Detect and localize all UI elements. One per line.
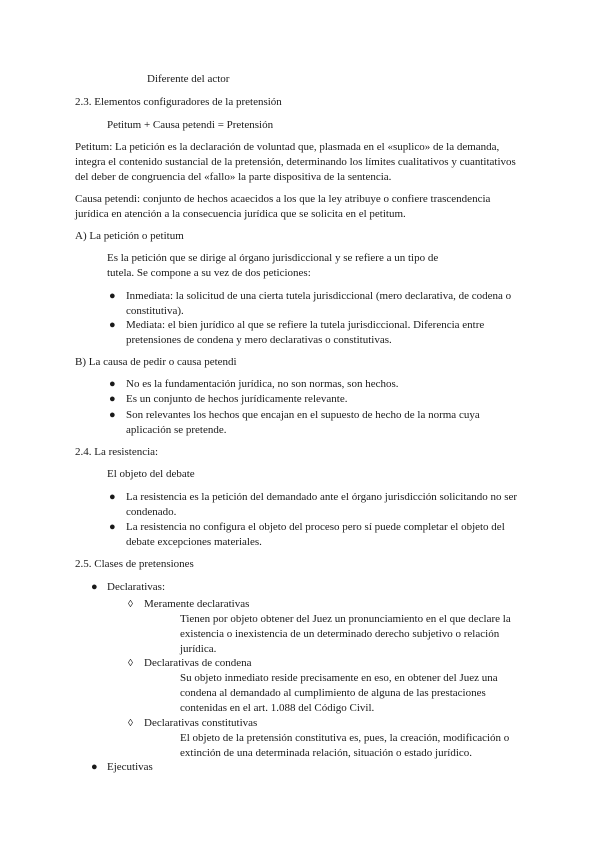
pretension-formula: Petitum + Causa petendi = Pretensión [107, 119, 274, 131]
list-item-text: aplicación se pretende. [126, 424, 227, 436]
paragraph-line: existencia o inexistencia de un determinado derecho subjetivo o relación [180, 628, 500, 640]
list-item-text: La resistencia es la petición del demandado ante el órgano jurisdicción solicitando no ser [126, 491, 518, 503]
paragraph-line: Tienen por objeto obtener del Juez un pronunciamiento en el que declare la [180, 613, 511, 625]
paragraph-line: Petitum: La petición es la declaración de voluntad que, plasmada en el «suplico» de la demanda, [75, 141, 500, 153]
list-item-text: constitutiva). [126, 305, 184, 317]
list-item-text: Es un conjunto de hechos jurídicamente relevante. [126, 393, 348, 405]
bullet-icon: ● [109, 409, 116, 421]
bullet-icon: ● [109, 319, 116, 331]
pretension-type-title: Declarativas de condena [144, 657, 252, 669]
debate-subheading: El objeto del debate [107, 468, 195, 480]
bullet-icon: ● [109, 393, 116, 405]
paragraph-line: condena al demandado al cumplimiento de alguna de las prestaciones [180, 687, 486, 699]
pretension-type-title: Meramente declarativas [144, 598, 250, 610]
bullet-icon: ● [109, 491, 116, 503]
paragraph-line: jurídica. [180, 643, 217, 655]
bullet-icon: ● [109, 290, 116, 302]
bullet-icon: ● [91, 581, 98, 593]
bullet-icon: ● [91, 761, 98, 773]
list-item-text: Ejecutivas [107, 761, 153, 773]
bullet-icon: ● [109, 378, 116, 390]
paragraph-line: Su objeto inmediato reside precisamente en eso, en obtener del Juez una [180, 672, 498, 684]
section-heading-b: B) La causa de pedir o causa petendi [75, 356, 237, 368]
list-item-text: condenado. [126, 506, 177, 518]
list-item-text: debate excepciones materiales. [126, 536, 262, 548]
list-item-text: Declarativas: [107, 581, 166, 593]
list-item-text: Mediata: el bien jurídico al que se refiere la tutela jurisdiccional. Diferencia entre [126, 319, 485, 331]
list-item-text: La resistencia no configura el objeto del proceso pero sí puede completar el objeto del [126, 521, 505, 533]
bullet-icon: ● [109, 521, 116, 533]
pretension-type-title: Declarativas constitutivas [144, 717, 258, 729]
list-item-text: Inmediata: la solicitud de una cierta tutela jurisdiccional (mero declarativa, de codena o [126, 290, 512, 302]
paragraph-line: integra el contenido sustancial de la pretensión, determinando los límites cualitativos y cuantitativos [75, 156, 516, 168]
diamond-icon: ◊ [128, 658, 133, 669]
diamond-icon: ◊ [128, 599, 133, 610]
paragraph-line: jurídica en atención a la consecuencia jurídica que se solicita en el petitum. [75, 208, 406, 220]
list-item-text: pretensiones de condena y mero declarativas o constitutivas. [126, 334, 392, 346]
diamond-icon: ◊ [128, 718, 133, 729]
list-item-text: No es la fundamentación jurídica, no son normas, son hechos. [126, 378, 399, 390]
paragraph-line: del deber de congruencia del «fallo» la parte dispositiva de la sentencia. [75, 171, 392, 183]
list-item-text: Son relevantes los hechos que encajan en el supuesto de hecho de la norma cuya [126, 409, 480, 421]
section-heading-2-4: 2.4. La resistencia: [75, 446, 159, 458]
section-heading-a: A) La petición o petitum [75, 230, 184, 242]
paragraph-line: El objeto de la pretensión constitutiva es, pues, la creación, modificación o [180, 732, 510, 744]
section-heading-2-5: 2.5. Clases de pretensiones [75, 558, 194, 570]
actor-note: Diferente del actor [147, 73, 230, 85]
paragraph-line: contenidas en el art. 1.088 del Código Civil. [180, 702, 375, 714]
section-heading-2-3: 2.3. Elementos configuradores de la pretensión [75, 96, 282, 108]
paragraph-line: tutela. Se compone a su vez de dos peticiones: [107, 267, 311, 279]
paragraph-line: Es la petición que se dirige al órgano jurisdiccional y se refiere a un tipo de [107, 252, 439, 264]
paragraph-line: extinción de una determinada relación, situación o estado jurídico. [180, 747, 473, 759]
paragraph-line: Causa petendi: conjunto de hechos acaecidos a los que la ley atribuye o confiere trascendencia [75, 193, 491, 205]
